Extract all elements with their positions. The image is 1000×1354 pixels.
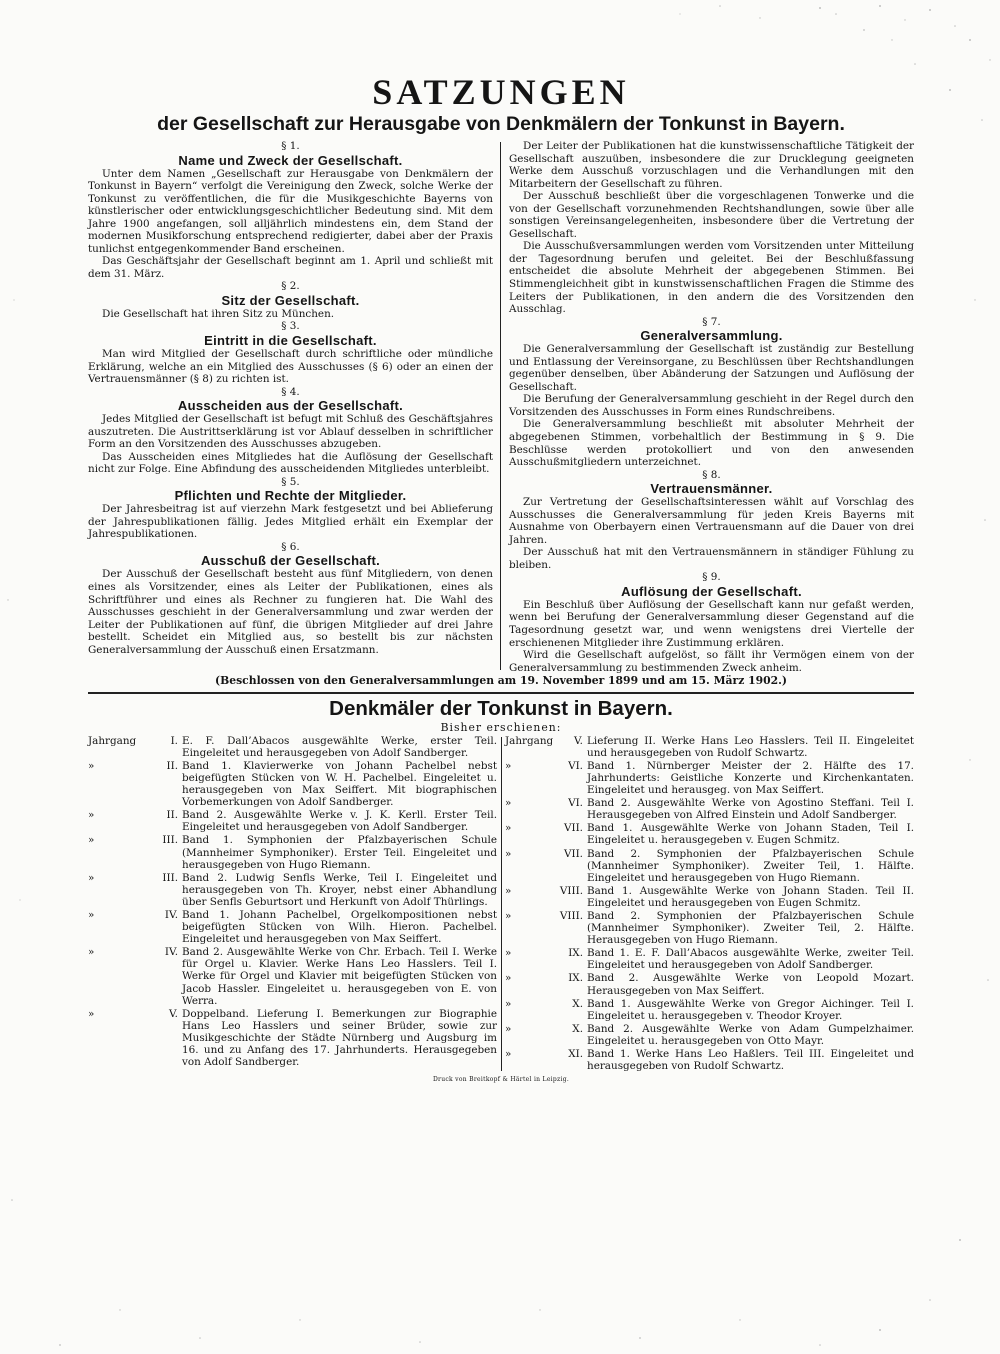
entry-year: » xyxy=(505,847,512,860)
entry-text: Band 1. Ausgewählte Werke von Gregor Aichinger. Teil I. Eingeleitet u. herausgegeben v. Theodor Kroyer. xyxy=(587,997,914,1022)
publication-list-right xyxy=(497,735,914,1074)
entry-year: » xyxy=(88,871,95,884)
publication-entry xyxy=(505,1048,914,1072)
entry-year: » xyxy=(88,834,95,847)
publication-entry xyxy=(505,910,914,946)
publication-entry xyxy=(88,946,497,1006)
section-paragraph: Der Ausschuß der Gesellschaft besteht aus fünf Mitgliedern, von denen eines als Vorsitzender, eines als Leiter der Publikationen, eines als Schriftführer und eines als Rechner zu fungieren hat. Die Wahl des Ausschusses geschieht in der Generalversammlung und zwar werden der Leiter der Publikationen auf fünf, die übrigen Mitglieder auf drei Jahre bestellt. Scheidet ein Mitglied aus, so bestellt bis zur nächsten Generalversammlung der Ausschuß einen Ersatzmann. xyxy=(88,568,493,656)
section-paragraph: Der Leiter der Publikationen hat die kunstwissenschaftliche Tätigkeit der Gesellschaft auszuüben, insbesondere die zur Drucklegung geeigneten Werke dem Ausschuß vorzuschlagen und die Verhandlungen mit den Mitarbeitern der Gesellschaft zu führen. xyxy=(509,140,914,190)
statutes-right-column xyxy=(501,140,914,674)
entry-year: » xyxy=(505,884,512,897)
entry-volume: II. xyxy=(166,759,178,772)
section-number: § 2. xyxy=(281,280,300,293)
section-paragraph: Die Berufung der Generalversammlung geschieht in der Regel durch den Vorsitzenden des Ausschusses in Form eines Rundschreibens. xyxy=(509,393,914,418)
entry-text: Band 1. Klavierwerke von Johann Pachelbel nebst beigefügten Stücken von W. H. Pachelbel. Eingeleitet u. herausgegeben von Max Seiffert. Mit biographischen Vorbemerkungen von Adolf Sandberger. xyxy=(182,759,497,809)
entry-volume: VIII. xyxy=(559,884,583,897)
section-paragraph: Der Ausschuß beschließt über die vorgeschlagenen Tonwerke und die von der Gesellschaft vorzunehmenden Rechtshandlungen, sowie über alle sonstigen Vereinsangelegenheiten, insbesondere über die Vertretung der Gesellschaft. xyxy=(509,190,914,240)
entry-year: » xyxy=(505,822,512,835)
publication-entry xyxy=(88,872,497,908)
entry-text: Band 1. Nürnberger Meister der 2. Hälfte des 17. Jahrhunderts: Geistliche Konzerte und Kirchenkantaten. Eingeleitet und herausgeg. von Max Seiffert. xyxy=(587,759,914,797)
section-paragraph: Das Ausscheiden eines Mitgliedes hat die Auflösung der Gesellschaft nicht zur Folge. Eine Abfindung des ausscheidenden Mitgliedes unterbleibt. xyxy=(88,450,493,476)
statutes-columns xyxy=(88,140,914,674)
entry-volume: III. xyxy=(162,871,178,884)
section-paragraph: Die Generalversammlung der Gesellschaft ist zuständig zur Bestellung und Entlassung der Vereinsorgane, zu Beschlüssen über Rechtshandlungen gegenüber denselben, über Abänderung der Satzungen und Auflösung der Gesellschaft. xyxy=(509,343,914,393)
right-sections xyxy=(509,316,914,675)
entry-text: Band 1. Symphonien der Pfalzbayerischen Schule (Mannheimer Symphoniker). Erster Teil. Eingeleitet und herausgegeben von Hugo Riemann. xyxy=(182,834,497,871)
entry-text: Doppelband. Lieferung I. Bemerkungen zur Biographie Hans Leo Hasslers und seiner Brüder, sowie zur Musikgeschichte der Städte Nürnberg und Augsburg im 16. und zu Anfang des 17. Jahrhunderts. Herausgegeben von Adolf Sandberger. xyxy=(182,1007,497,1069)
entry-text: Band 2. Symphonien der Pfalzbayerischen Schule (Mannheimer Symphoniker). Zweiter Teil, 1. Hälfte. Eingeleitet und herausgegeben von Hugo Riemann. xyxy=(587,847,914,884)
section-number: § 9. xyxy=(702,571,721,584)
main-title: SATZUNGEN xyxy=(372,72,630,112)
section-heading: Ausschuß der Gesellschaft. xyxy=(200,553,381,569)
horizontal-rule xyxy=(88,692,914,694)
section-paragraph: Der Jahresbeitrag ist auf vierzehn Mark festgesetzt und bei Ablieferung der Jahrespublikationen fällig. Jedes Mitglied erhält ein Exemplar der Jahrespublikationen. xyxy=(88,503,493,541)
denkmaeler-title: Denkmäler der Tonkunst in Bayern. xyxy=(329,696,673,720)
entry-text: E. F. Dall’Abacos ausgewählte Werke, erster Teil. Eingeleitet und herausgegeben von Adolf Sandberger. xyxy=(182,734,497,759)
section-paragraph: Zur Vertretung der Gesellschaftsinteressen wählt auf Vorschlag des Ausschusses die Generalversammlung für jeden Kreis Bayerns mit Ausnahme von Oberbayern einen Vertrauensmann auf die Dauer von drei Jahren. xyxy=(509,496,914,546)
entry-text: Band 1. Johann Pachelbel, Orgelkompositionen nebst beigefügten Stücken von Wilh. Hieron. Pachelbel. Eingeleitet und herausgegeben von Max Seiffert. xyxy=(182,909,497,946)
entry-volume: X. xyxy=(572,997,583,1010)
entry-text: Band 2. Symphonien der Pfalzbayerischen Schule (Mannheimer Symphoniker). Zweiter Teil, 2. Hälfte. Herausgegeben von Hugo Riemann. xyxy=(587,910,914,947)
entry-text: Band 1. E. F. Dall’Abacos ausgewählte Werke, zweiter Teil. Eingeleitet und herausgegeben von Adolf Sandberger. xyxy=(587,947,914,972)
entry-text: Band 2. Ausgewählte Werke von Adam Gumpelzhaimer. Eingeleitet u. herausgegeben von Otto Mayr. xyxy=(587,1022,914,1047)
entry-volume: XI. xyxy=(568,1048,583,1061)
entry-year: » xyxy=(88,1007,95,1020)
entry-text: Band 2. Ludwig Senfls Werke, Teil I. Eingeleitet und herausgegeben von Th. Kroyer, nebst einer Abhandlung über Senfls Geburtsort und Herkunft von Adolf Thürlings. xyxy=(182,871,497,908)
entry-year: » xyxy=(88,809,95,822)
publication-entry xyxy=(88,909,497,945)
entry-volume: V. xyxy=(169,1007,178,1020)
publication-entry xyxy=(505,998,914,1022)
section-number: § 6. xyxy=(281,540,300,553)
entry-volume: VII. xyxy=(563,822,583,835)
entry-volume: IV. xyxy=(164,946,178,959)
printer-imprint: Druck von Breitkopf & Härtel in Leipzig. xyxy=(432,1076,570,1084)
entry-year: » xyxy=(505,972,512,985)
publication-entry xyxy=(505,1023,914,1047)
section-paragraph: Der Ausschuß hat mit den Vertrauensmännern in ständiger Fühlung zu bleiben. xyxy=(509,546,914,571)
entry-year: » xyxy=(505,1048,512,1061)
list-divider xyxy=(501,737,502,1072)
entry-year: » xyxy=(505,947,512,960)
section-number: § 5. xyxy=(281,475,300,488)
entry-text: Band 2. Ausgewählte Werke von Leopold Mozart. Herausgegeben von Max Seiffert. xyxy=(587,972,914,997)
right-intro xyxy=(509,140,914,316)
section-paragraph: Jedes Mitglied der Gesellschaft ist befugt mit Schluß des Geschäftsjahres auszutreten. Die Austrittserklärung ist vor Ablauf desselben in schriftlicher Form an den Vorsitzenden des Ausschusses abzugeben. xyxy=(88,413,493,451)
publication-entry xyxy=(505,947,914,971)
publication-entry xyxy=(505,760,914,796)
document-page xyxy=(88,72,914,1083)
section-number: § 3. xyxy=(281,320,300,333)
entry-volume: VIII. xyxy=(559,910,583,922)
column-divider xyxy=(500,142,501,670)
publication-entry xyxy=(88,1008,497,1068)
entry-year: » xyxy=(88,946,95,959)
publication-entry xyxy=(505,822,914,846)
section-number: § 1. xyxy=(281,140,300,152)
entry-year: Jahrgang xyxy=(505,734,554,747)
resolution-note: (Beschlossen von den Generalversammlungen am 19. November 1899 und am 15. März 1902.) xyxy=(214,674,788,688)
section-heading: Vertrauensmänner. xyxy=(650,481,773,497)
entry-year: » xyxy=(505,910,512,922)
entry-volume: IX. xyxy=(568,972,583,985)
section-heading: Auflösung der Gesellschaft. xyxy=(621,583,802,599)
publication-entry xyxy=(505,735,914,759)
publication-entry xyxy=(505,848,914,884)
publication-entry xyxy=(88,735,497,759)
entry-year: » xyxy=(88,909,95,921)
entry-text: Band 1. Ausgewählte Werke von Johann Staden. Teil II. Eingeleitet und herausgegeben von Eugen Schmitz. xyxy=(587,884,914,909)
publication-list-left xyxy=(88,735,497,1074)
section-paragraph: Unter dem Namen „Gesellschaft zur Herausgabe von Denkmälern der Tonkunst in Bayern“ verfolgt die Vereinigung den Zweck, solche Werke der Tonkunst zu veröffentlichen, die für die Musikgeschichte Bayerns von künstlerischer oder entwicklungsgeschichtlicher Bedeutung sind. Mit dem Jahre 1900 angefangen, soll alljährlich mindestens ein, dem Stand der modernen Musikforschung entsprechend redigierter, dabei aber der Praxis tunlichst entgegenkommender Band erscheinen. xyxy=(88,167,493,255)
entry-volume: X. xyxy=(572,1022,583,1035)
publication-entry xyxy=(88,809,497,833)
entry-year: » xyxy=(505,797,512,810)
section-heading: Pflichten und Rechte der Mitglieder. xyxy=(174,488,407,504)
section-paragraph: Man wird Mitglied der Gesellschaft durch schriftliche oder mündliche Erklärung, welche an ein Mitglied des Ausschusses (§ 6) oder an einen der Vertrauensmänner (§ 8) zu richten ist. xyxy=(88,347,493,386)
section-heading: Generalversammlung. xyxy=(640,328,783,344)
denkmaeler-subtitle: Bisher erschienen: xyxy=(440,720,562,734)
publication-entry xyxy=(505,972,914,996)
entry-text: Lieferung II. Werke Hans Leo Hasslers. Teil II. Eingeleitet und herausgegeben von Rudolf Schwartz. xyxy=(587,734,914,759)
publication-entry xyxy=(88,760,497,808)
entry-year: » xyxy=(505,997,512,1010)
section-number: § 4. xyxy=(281,385,300,398)
section-paragraph: Ein Beschluß über Auflösung der Gesellschaft kann nur gefaßt werden, wenn bei Berufung der Generalversammlung dieser Gegenstand auf die Tagesordnung gesetzt war, und wenn wenigstens drei Viertelle der erschienenen Mitglieder ihre Zustimmung erklären. xyxy=(509,598,914,649)
section-heading: Sitz der Gesellschaft. xyxy=(221,292,360,308)
entry-text: Band 2. Ausgewählte Werke von Chr. Erbach. Teil I. Werke für Orgel u. Klavier. Werke Hans Leo Hasslers. Teil I. Werke für Orgel und Klavier mit beigefügten Stücken von Jacob Hassler. Eingeleitet u. herausgegeben von E. von Werra. xyxy=(182,946,497,1007)
section-paragraph: Die Ausschußversammlungen werden vom Vorsitzenden unter Mitteilung der Tagesordnung berufen und geleitet. Bei der Beschlußfassung entscheidet die absolute Mehrheit der abgegebenen Stimmen. Bei Stimmengleichheit gibt in kunstwissenschaftlichen Fragen die Stimme des Leiters der Publikationen, in den andern die des Vorsitzenden den Ausschlag. xyxy=(509,240,914,316)
entry-volume: V. xyxy=(574,734,583,747)
section-heading: Name und Zweck der Gesellschaft. xyxy=(178,152,403,168)
publication-entry xyxy=(88,834,497,870)
section-number: § 7. xyxy=(702,315,721,328)
entry-year: » xyxy=(88,759,95,772)
entry-year: Jahrgang xyxy=(88,734,137,747)
section-heading: Eintritt in die Gesellschaft. xyxy=(204,332,377,348)
entry-volume: II. xyxy=(166,809,178,822)
publication-entry xyxy=(505,885,914,909)
entry-text: Band 1. Werke Hans Leo Haßlers. Teil III. Eingeleitet und herausgegeben von Rudolf Schwartz. xyxy=(587,1048,914,1073)
entry-volume: IX. xyxy=(568,947,583,960)
entry-volume: III. xyxy=(162,834,178,847)
publication-entry xyxy=(505,797,914,821)
entry-year: » xyxy=(505,1022,512,1035)
statutes-left-column xyxy=(88,140,501,674)
publication-list xyxy=(88,735,914,1074)
entry-text: Band 1. Ausgewählte Werke von Johann Staden, Teil I. Eingeleitet u. herausgegeben v. Eugen Schmitz. xyxy=(587,822,914,847)
entry-volume: VII. xyxy=(563,847,583,860)
section-number: § 8. xyxy=(702,468,721,481)
entry-text: Band 2. Ausgewählte Werke von Agostino Steffani. Teil I. Herausgegeben von Alfred Einstein und Adolf Sandberger. xyxy=(587,797,914,822)
entry-volume: I. xyxy=(170,734,178,747)
section-paragraph: Die Generalversammlung beschließt mit absoluter Mehrheit der abgegebenen Stimmen, vorbehaltlich der Bestimmung in § 9. Die Beschlüsse werden protokolliert und von den anwesenden Ausschußmitgliedern unterzeichnet. xyxy=(509,418,914,469)
entry-volume: VI. xyxy=(568,759,583,772)
entry-volume: VI. xyxy=(568,797,583,810)
section-paragraph: Das Geschäftsjahr der Gesellschaft beginnt am 1. April und schließt mit dem 31. März. xyxy=(88,255,493,280)
section-paragraph: Wird die Gesellschaft aufgelöst, so fällt ihr Vermögen einem von der Generalversammlung zu bestimmenden Zweck anheim. xyxy=(509,649,914,674)
entry-year: » xyxy=(505,759,512,772)
subtitle: der Gesellschaft zur Herausgabe von Denkmälern der Tonkunst in Bayern. xyxy=(157,113,845,135)
entry-volume: IV. xyxy=(164,909,178,921)
section-heading: Ausscheiden aus der Gesellschaft. xyxy=(177,398,404,414)
entry-text: Band 2. Ausgewählte Werke v. J. K. Kerll. Erster Teil. Eingeleitet und herausgegeben von Adolf Sandberger. xyxy=(182,809,497,834)
section-paragraph: Die Gesellschaft hat ihren Sitz zu München. xyxy=(102,307,335,320)
